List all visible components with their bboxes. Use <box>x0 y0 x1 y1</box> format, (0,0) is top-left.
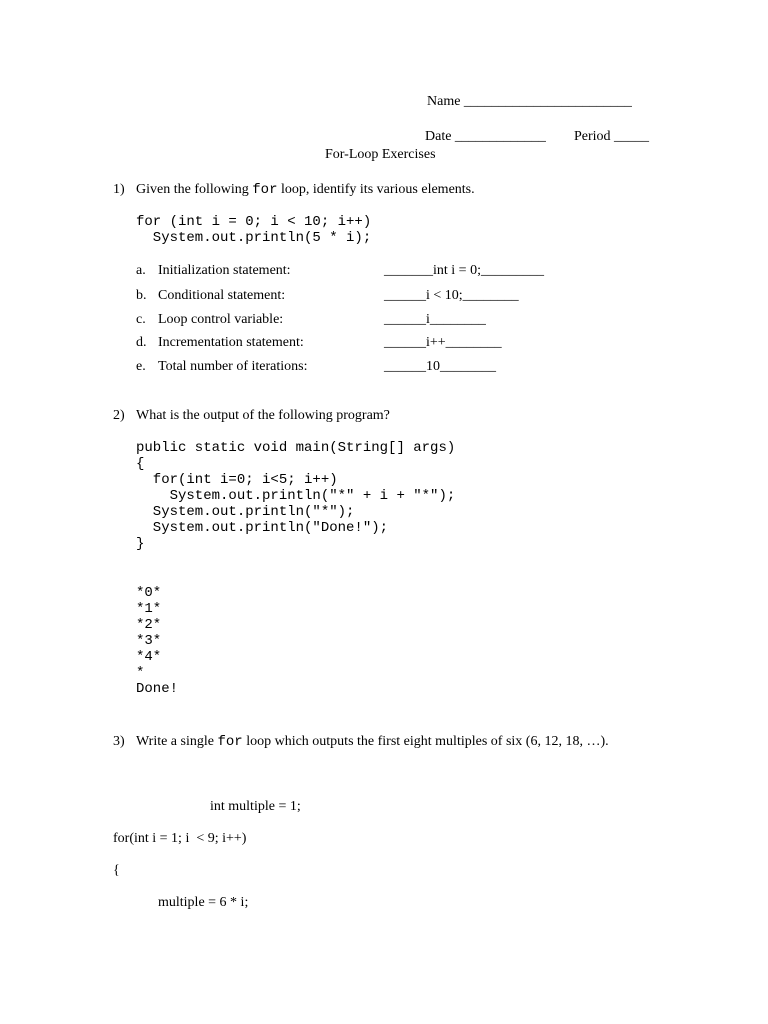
question-1-number: 1) <box>113 182 125 197</box>
item-answer: ______i________ <box>384 312 486 327</box>
question-2-code: public static void main(String[] args) { for(int i=0; i<5; i++) System.out.println("*" + i + "*"); System.out.println("*"); System.out.println("Done!"); } <box>136 440 456 552</box>
item-answer: _______int i = 0;_________ <box>384 263 544 278</box>
item-label: Total number of iterations: <box>158 359 308 374</box>
name-field-line: Name ________________________ <box>427 94 632 109</box>
question-3-text-before: Write a single <box>136 734 218 749</box>
question-1-item-b <box>136 288 636 306</box>
question-3-keyword: for <box>217 734 243 750</box>
item-answer: ______i++________ <box>384 335 502 350</box>
question-2-prompt: What is the output of the following program? <box>136 408 390 423</box>
question-1-prompt <box>136 182 475 198</box>
question-3-answer-line-3: { <box>113 863 120 878</box>
item-letter: d. <box>136 335 147 350</box>
date-field-line: Date _____________ <box>425 129 546 144</box>
item-letter: b. <box>136 288 147 303</box>
question-1-keyword: for <box>252 182 278 198</box>
question-3-answer-line-4: multiple = 6 * i; <box>158 895 249 910</box>
question-3-prompt <box>136 734 609 750</box>
item-letter: a. <box>136 263 146 278</box>
question-3-answer-line-1: int multiple = 1; <box>210 799 301 814</box>
question-1-item-d <box>136 335 636 353</box>
item-answer: ______10________ <box>384 359 496 374</box>
question-2-number: 2) <box>113 408 125 423</box>
question-1-text-before: Given the following <box>136 182 253 197</box>
question-1-item-a <box>136 263 636 281</box>
item-letter: c. <box>136 312 146 327</box>
item-letter: e. <box>136 359 146 374</box>
question-1-item-c <box>136 312 636 330</box>
item-label: Conditional statement: <box>158 288 286 303</box>
question-3-number: 3) <box>113 734 125 749</box>
question-1-code: for (int i = 0; i < 10; i++) System.out.println(5 * i); <box>136 214 372 246</box>
question-3-answer-line-2: for(int i = 1; i < 9; i++) <box>113 831 247 846</box>
question-1-text-after: loop, identify its various elements. <box>277 182 475 197</box>
item-label: Initialization statement: <box>158 263 291 278</box>
question-3-text-after: loop which outputs the first eight multiples of six (6, 12, 18, …). <box>242 734 609 749</box>
period-field-line: Period _____ <box>574 129 650 144</box>
item-answer: ______i < 10;________ <box>384 288 519 303</box>
item-label: Incrementation statement: <box>158 335 304 350</box>
item-label: Loop control variable: <box>158 312 284 327</box>
page-title: For-Loop Exercises <box>325 147 436 162</box>
question-1-item-e <box>136 359 636 377</box>
question-2-output: *0* *1* *2* *3* *4* * Done! <box>136 585 179 697</box>
